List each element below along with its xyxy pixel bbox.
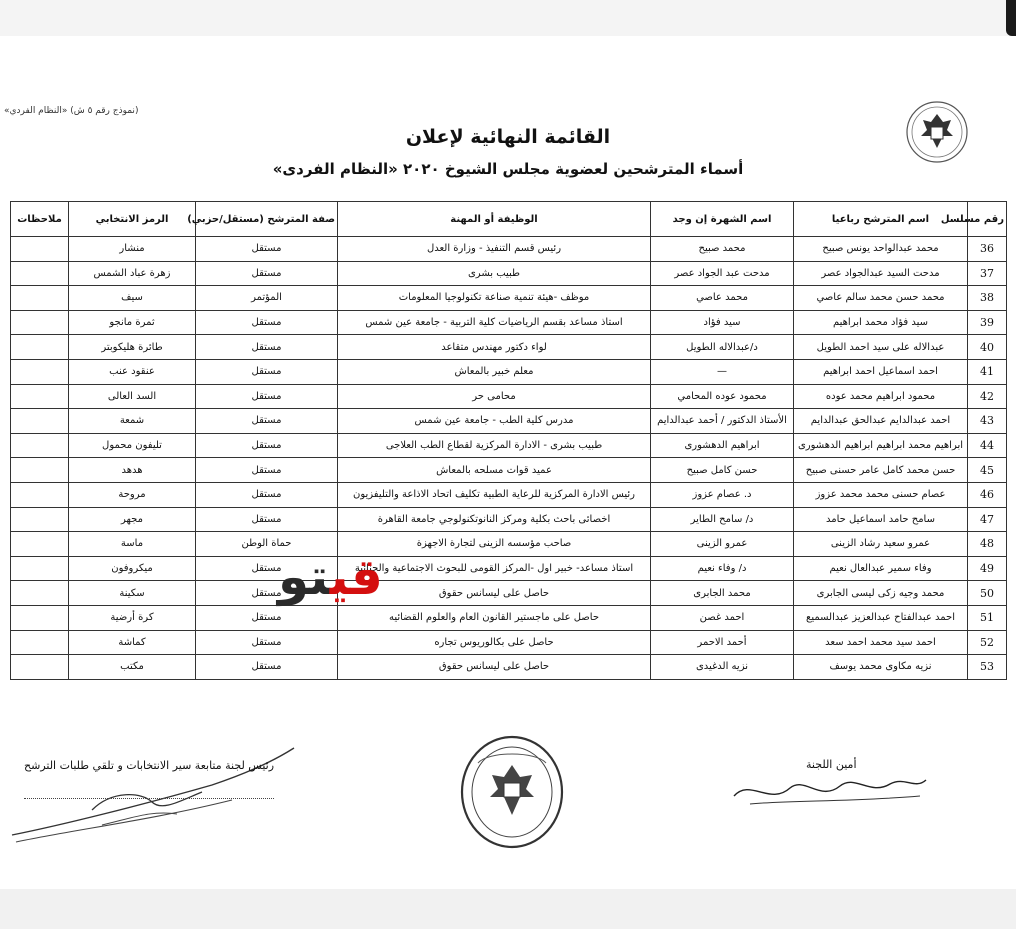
cell-num: 39 xyxy=(968,310,1007,335)
table-row xyxy=(11,261,1007,286)
cell-fame: مدحت عبد الجواد عصر xyxy=(651,261,794,286)
cell-name: سيد فؤاد محمد ابراهيم xyxy=(794,310,968,335)
cell-symbol: شمعة xyxy=(69,409,196,434)
cell-notes xyxy=(11,359,69,384)
cell-notes xyxy=(11,581,69,606)
cell-name: عصام حسنى محمد محمد عزوز xyxy=(794,482,968,507)
cell-num: 41 xyxy=(968,359,1007,384)
cell-fame: محمود عوده المحامي xyxy=(651,384,794,409)
cell-job: استاذ مساعد بقسم الرياضيات كلية التربية - جامعة عين شمس xyxy=(338,310,651,335)
table-body xyxy=(11,237,1007,680)
cell-notes xyxy=(11,310,69,335)
header-symbol: الرمز الانتخابي xyxy=(69,202,196,237)
cell-num: 47 xyxy=(968,507,1007,532)
cell-name: محمد وجيه زكى ليسى الجابرى xyxy=(794,581,968,606)
cell-fame: محمد الجابرى xyxy=(651,581,794,606)
left-signature-scribble xyxy=(2,730,302,850)
cell-type: المؤتمر xyxy=(196,286,338,311)
table-row xyxy=(11,532,1007,557)
cell-notes xyxy=(11,261,69,286)
cell-num: 49 xyxy=(968,556,1007,581)
cell-num: 53 xyxy=(968,655,1007,680)
table-row xyxy=(11,605,1007,630)
cell-symbol: السد العالى xyxy=(69,384,196,409)
cell-type: مستقل xyxy=(196,482,338,507)
cell-num: 45 xyxy=(968,458,1007,483)
header-fame: اسم الشهرة إن وجد xyxy=(651,202,794,237)
cell-symbol: كرة أرضية xyxy=(69,605,196,630)
cell-job: مدرس كلية الطب - جامعة عين شمس xyxy=(338,409,651,434)
cell-job: لواء دكتور مهندس متقاعد xyxy=(338,335,651,360)
cell-symbol: كماشة xyxy=(69,630,196,655)
cell-name: محمد عبدالواحد يونس صبيح xyxy=(794,237,968,262)
cell-notes xyxy=(11,335,69,360)
cell-fame: د. عصام عزوز xyxy=(651,482,794,507)
cell-symbol: طائرة هليكوبتر xyxy=(69,335,196,360)
cell-num: 40 xyxy=(968,335,1007,360)
cell-symbol: مجهر xyxy=(69,507,196,532)
cell-type: مستقل xyxy=(196,310,338,335)
cell-name: محمود ابراهيم محمد عوده xyxy=(794,384,968,409)
cell-name: نزيه مكاوى محمد يوسف xyxy=(794,655,968,680)
cell-fame: — xyxy=(651,359,794,384)
header-name: اسم المترشح رباعيا xyxy=(794,202,968,237)
cell-type: مستقل xyxy=(196,458,338,483)
cell-notes xyxy=(11,409,69,434)
cell-name: احمد اسماعيل احمد ابراهيم xyxy=(794,359,968,384)
left-signature-label: رئيس لجنة متابعة سير الانتخابات و تلقي طلبات الترشح xyxy=(24,759,275,772)
cell-fame: الأستاذ الدكتور / أحمد عبدالدايم xyxy=(651,409,794,434)
table-row xyxy=(11,556,1007,581)
table-row xyxy=(11,482,1007,507)
cell-num: 52 xyxy=(968,630,1007,655)
cell-notes xyxy=(11,532,69,557)
cell-job: حاصل على ليسانس حقوق xyxy=(338,581,651,606)
header-num: رقم مسلسل xyxy=(968,202,1007,237)
cell-job: استاذ مساعد- خبير اول -المركز القومى للبحوث الاجتماعية والجنائية xyxy=(338,556,651,581)
cell-fame: د/ سامح الطاير xyxy=(651,507,794,532)
cell-symbol: تليفون محمول xyxy=(69,433,196,458)
cell-symbol: مكتب xyxy=(69,655,196,680)
cell-fame: سيد فؤاد xyxy=(651,310,794,335)
table-row xyxy=(11,458,1007,483)
top-bar xyxy=(0,0,1016,36)
table-row xyxy=(11,409,1007,434)
table-row xyxy=(11,384,1007,409)
cell-name: عبدالاله على سيد احمد الطويل xyxy=(794,335,968,360)
cell-type: مستقل xyxy=(196,409,338,434)
cell-fame: أحمد الاحمر xyxy=(651,630,794,655)
cell-job: معلم خبير بالمعاش xyxy=(338,359,651,384)
cell-fame: محمد عاصي xyxy=(651,286,794,311)
right-signature-scribble xyxy=(730,766,930,814)
cell-name: عمرو سعيد رشاد الزينى xyxy=(794,532,968,557)
cell-name: احمد عبدالفتاح عبدالعزيز عبدالسميع xyxy=(794,605,968,630)
cell-type: مستقل xyxy=(196,630,338,655)
cell-fame: محمد صبيح xyxy=(651,237,794,262)
cell-type: مستقل xyxy=(196,655,338,680)
cell-notes xyxy=(11,384,69,409)
cell-name: حسن محمد كامل عامر حسنى صبيح xyxy=(794,458,968,483)
cell-symbol: منشار xyxy=(69,237,196,262)
table-row xyxy=(11,310,1007,335)
cell-notes xyxy=(11,556,69,581)
cell-notes xyxy=(11,458,69,483)
cell-job: حاصل على بكالوريوس تجاره xyxy=(338,630,651,655)
cell-fame: ابراهيم الدهشورى xyxy=(651,433,794,458)
cell-notes xyxy=(11,237,69,262)
cell-job: طبيب بشرى - الادارة المركزية لقطاع الطب العلاجى xyxy=(338,433,651,458)
site-watermark xyxy=(278,548,383,606)
cell-fame: حسن كامل صبيح xyxy=(651,458,794,483)
cell-job: طبيب بشرى xyxy=(338,261,651,286)
cell-fame: د/عبدالاله الطويل xyxy=(651,335,794,360)
cell-num: 36 xyxy=(968,237,1007,262)
page-subtitle: أسماء المترشحين لعضوية مجلس الشيوخ ٢٠٢٠ «النظام الفردى» xyxy=(272,160,744,178)
cell-job: محامى حر xyxy=(338,384,651,409)
table-row xyxy=(11,507,1007,532)
cell-type: مستقل xyxy=(196,384,338,409)
cell-symbol: ميكروفون xyxy=(69,556,196,581)
cell-fame: احمد غصن xyxy=(651,605,794,630)
cell-notes xyxy=(11,433,69,458)
right-signature-label: أمين اللجنة xyxy=(806,758,857,771)
cell-name: احمد عبدالدايم عبدالحق عبدالدايم xyxy=(794,409,968,434)
cell-notes xyxy=(11,630,69,655)
cell-notes xyxy=(11,605,69,630)
cell-type: مستقل xyxy=(196,507,338,532)
cell-job: حاصل على ماجستير القانون العام والعلوم القضائيه xyxy=(338,605,651,630)
cell-fame: عمرو الزينى xyxy=(651,532,794,557)
cell-symbol: سيف xyxy=(69,286,196,311)
cell-symbol: هدهد xyxy=(69,458,196,483)
table-row xyxy=(11,433,1007,458)
left-signature-line xyxy=(24,798,274,799)
cell-type: مستقل xyxy=(196,605,338,630)
cell-num: 50 xyxy=(968,581,1007,606)
official-stamp xyxy=(458,733,566,851)
cell-job: اخصائى باحث بكلية ومركز النانوتكنولوجي جامعة القاهرة xyxy=(338,507,651,532)
cell-type: حماة الوطن xyxy=(196,532,338,557)
cell-name: احمد سيد محمد احمد سعد xyxy=(794,630,968,655)
table-header-row xyxy=(11,202,1007,237)
cell-name: محمد حسن محمد سالم عاصي xyxy=(794,286,968,311)
cell-num: 48 xyxy=(968,532,1007,557)
cell-job: حاصل على ليسانس حقوق xyxy=(338,655,651,680)
cell-job: رئيس الادارة المركزية للرعاية الطبية تكليف اتحاد الاذاعة والتليفزيون xyxy=(338,482,651,507)
cell-type: مستقل xyxy=(196,433,338,458)
cell-type: مستقل xyxy=(196,237,338,262)
cell-num: 43 xyxy=(968,409,1007,434)
cell-num: 38 xyxy=(968,286,1007,311)
cell-name: سامح حامد اسماعيل حامد xyxy=(794,507,968,532)
header-type: صفة المترشح (مستقل/حزبي) xyxy=(196,202,338,237)
top-corner xyxy=(1006,0,1016,36)
cell-num: 44 xyxy=(968,433,1007,458)
cell-type: مستقل xyxy=(196,556,338,581)
candidates-table xyxy=(10,201,1007,680)
cell-type: مستقل xyxy=(196,335,338,360)
cell-notes xyxy=(11,655,69,680)
cell-notes xyxy=(11,482,69,507)
cell-job: صاحب مؤسسه الزينى لتجارة الاجهزة xyxy=(338,532,651,557)
table-row xyxy=(11,335,1007,360)
table-row xyxy=(11,655,1007,680)
header-notes: ملاحظات xyxy=(11,202,69,237)
watermark-part2: تو xyxy=(278,548,330,606)
cell-type: مستقل xyxy=(196,261,338,286)
cell-job: عميد قوات مسلحه بالمعاش xyxy=(338,458,651,483)
page-title: القائمة النهائية لإعلان xyxy=(405,126,611,148)
cell-num: 46 xyxy=(968,482,1007,507)
cell-symbol: ثمرة مانجو xyxy=(69,310,196,335)
cell-num: 42 xyxy=(968,384,1007,409)
table-row xyxy=(11,237,1007,262)
cell-name: ابراهيم محمد ابراهيم ابراهيم الدهشورى xyxy=(794,433,968,458)
table-row xyxy=(11,630,1007,655)
bottom-bar xyxy=(0,889,1016,929)
cell-fame: نزيه الدغيدى xyxy=(651,655,794,680)
cell-job: رئيس قسم التنفيذ - وزارة العدل xyxy=(338,237,651,262)
cell-type: مستقل xyxy=(196,581,338,606)
cell-fame: د/ وفاء نعيم xyxy=(651,556,794,581)
cell-symbol: مروحة xyxy=(69,482,196,507)
cell-num: 37 xyxy=(968,261,1007,286)
cell-name: وفاء سمير عبدالعال نعيم xyxy=(794,556,968,581)
table-row xyxy=(11,286,1007,311)
header-job: الوظيفة أو المهنة xyxy=(338,202,651,237)
cell-notes xyxy=(11,286,69,311)
cell-num: 51 xyxy=(968,605,1007,630)
cell-type: مستقل xyxy=(196,359,338,384)
table-row xyxy=(11,359,1007,384)
cell-symbol: ماسة xyxy=(69,532,196,557)
cell-job: موظف -هيئة تنمية صناعة تكنولوجيا المعلومات xyxy=(338,286,651,311)
cell-symbol: سكينة xyxy=(69,581,196,606)
table-row xyxy=(11,581,1007,606)
watermark-part1: قي xyxy=(329,548,383,606)
cell-symbol: زهرة عباد الشمس xyxy=(69,261,196,286)
cell-symbol: عنقود عنب xyxy=(69,359,196,384)
form-note: (نموذج رقم ٥ ش) «النظام الفردي» xyxy=(4,106,139,116)
cell-notes xyxy=(11,507,69,532)
cell-name: مدحت السيد عبدالجواد عصر xyxy=(794,261,968,286)
